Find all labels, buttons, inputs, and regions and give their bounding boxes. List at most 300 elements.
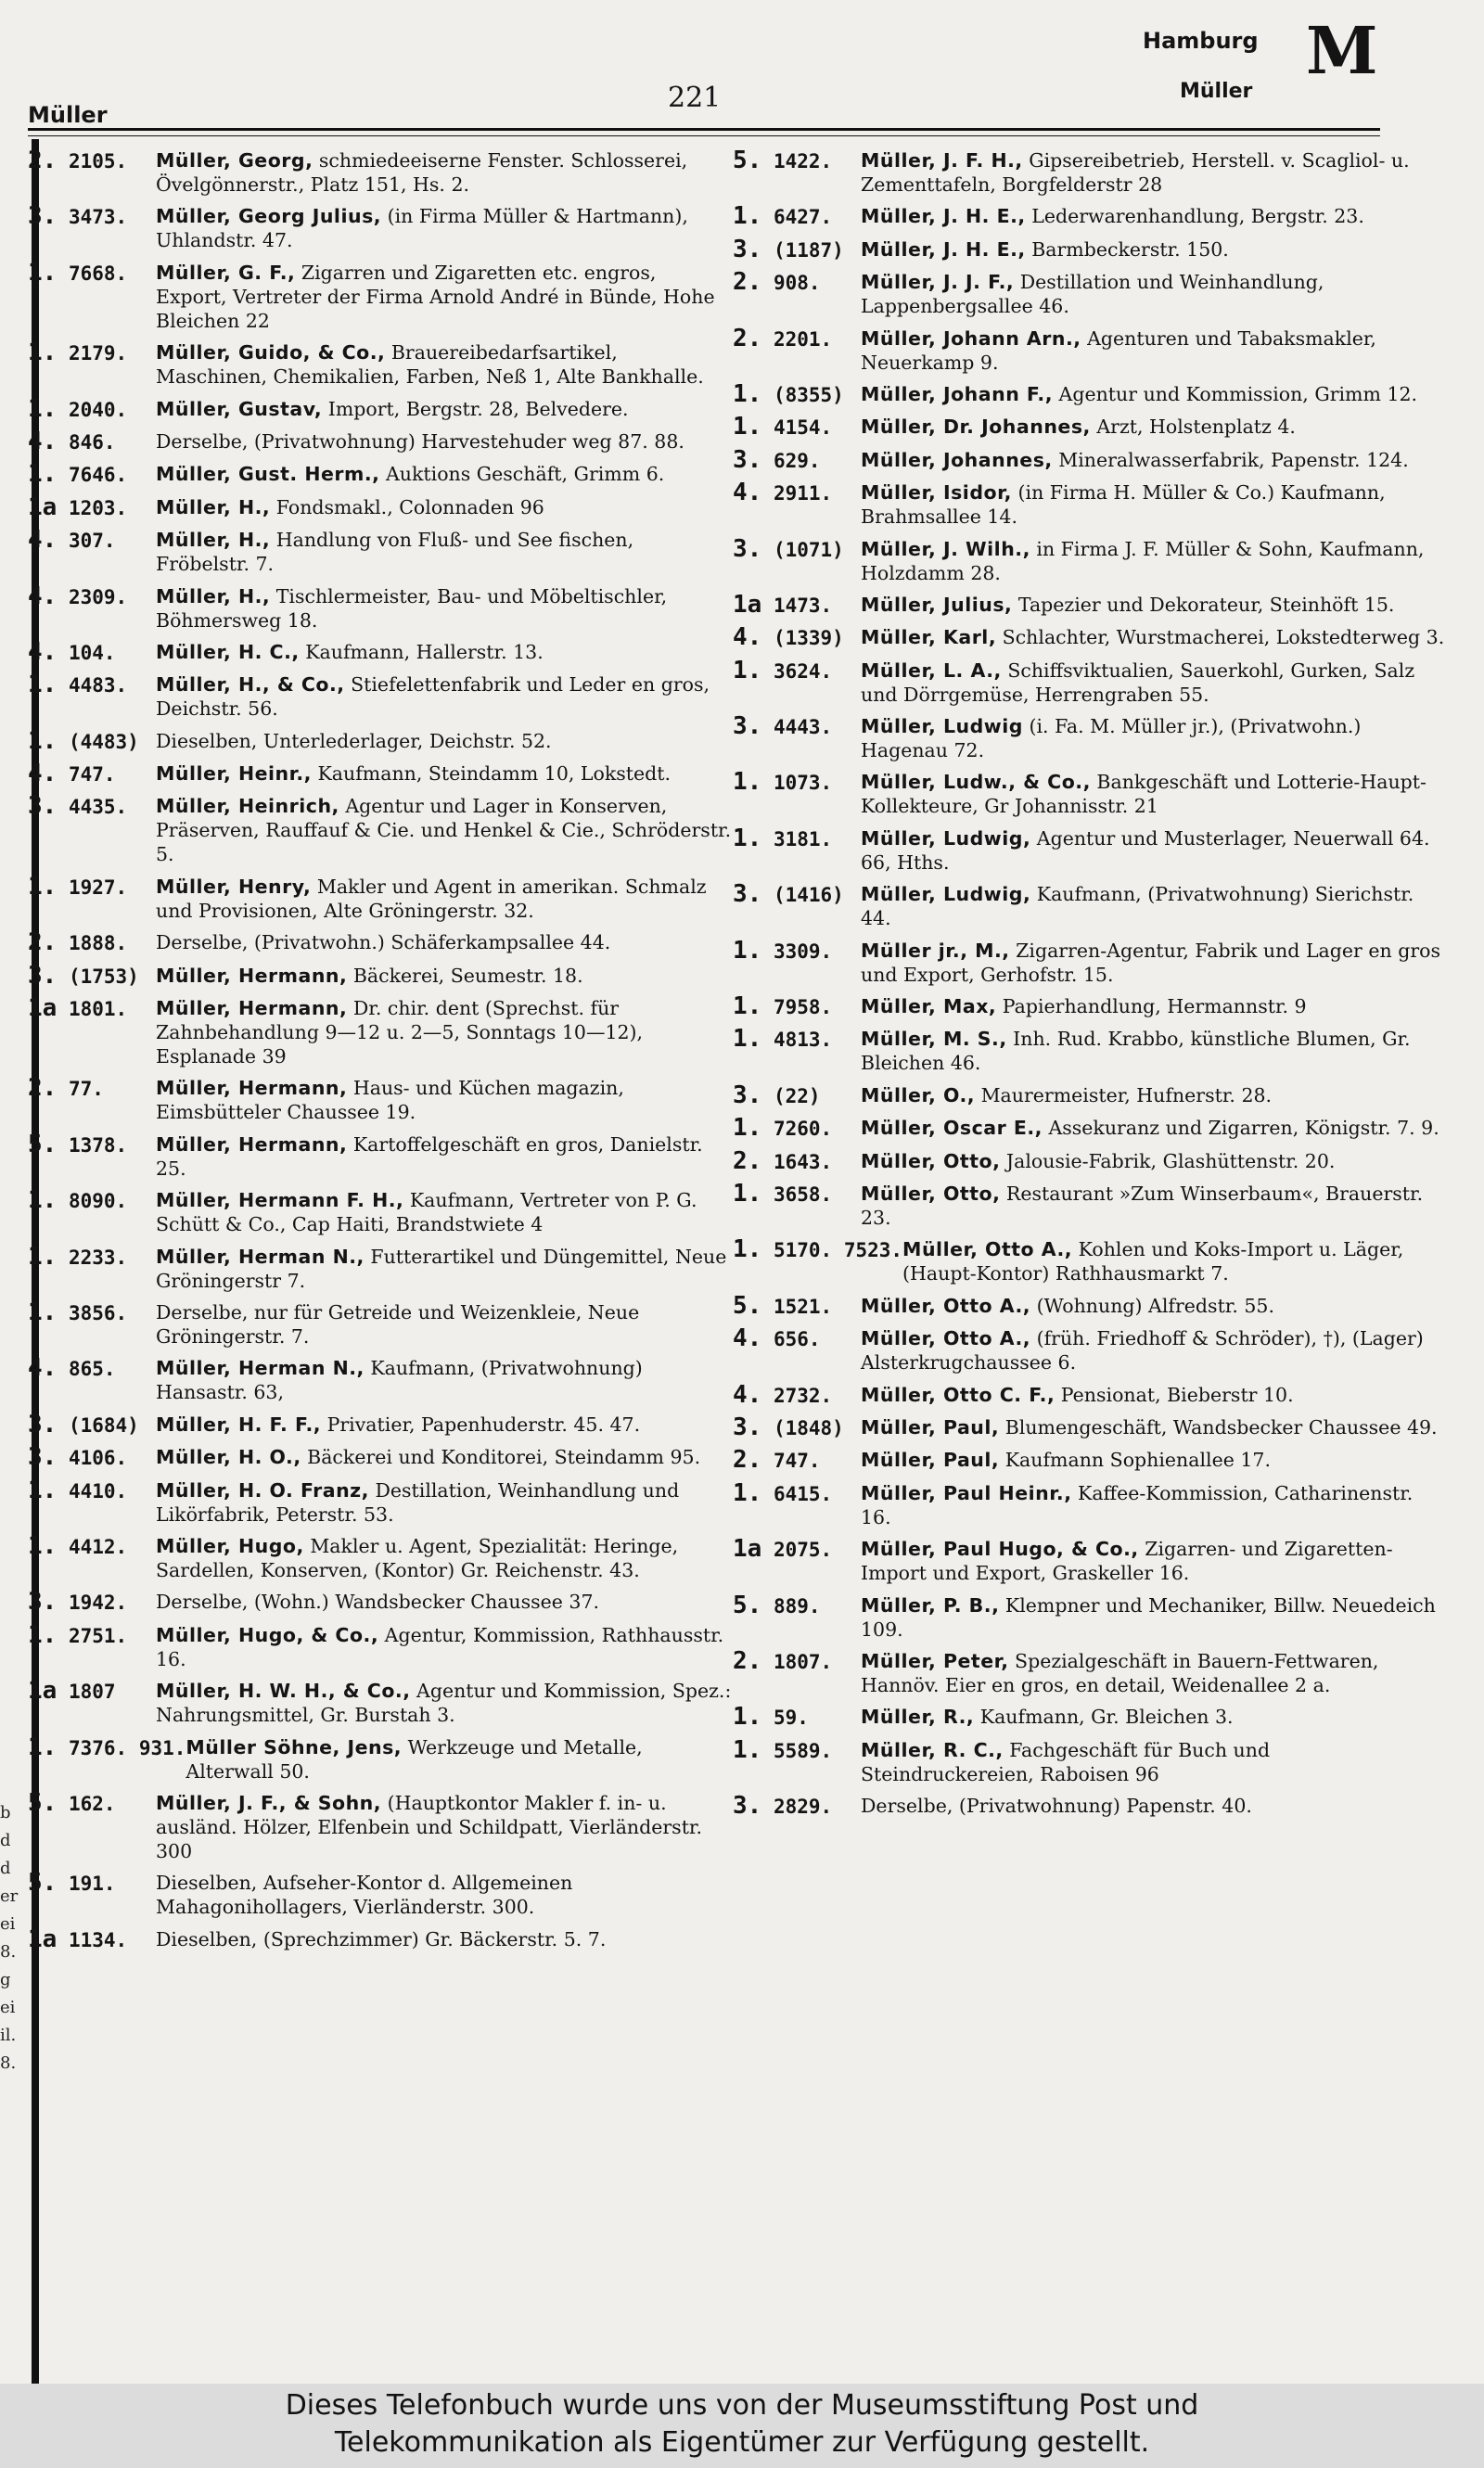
subscriber-details: Privatier, Papenhuderstr. 45. 47. xyxy=(326,1413,641,1436)
phone-number xyxy=(733,326,861,352)
phone-number xyxy=(733,590,861,619)
subscriber-details: (Hauptkontor Makler f. in- u. ausländ. Hölzer, Elfenbein und Schildpatt, Vierländerstr. 300 xyxy=(156,1791,702,1862)
phone-number xyxy=(28,1300,156,1325)
subscriber-number: 1643. xyxy=(773,1150,833,1173)
entry-text xyxy=(861,1537,1447,1585)
entry-text xyxy=(861,1649,1447,1697)
directory-entry xyxy=(28,1788,733,1863)
entry-text xyxy=(861,1738,1447,1786)
directory-entry xyxy=(733,714,1447,762)
exchange-code: 1. xyxy=(733,768,762,797)
subscriber-number: 747. xyxy=(773,1450,821,1473)
directory-entry xyxy=(733,1735,1447,1786)
exchange-code: 1. xyxy=(733,1025,762,1054)
header-letter: M xyxy=(1306,12,1378,89)
directory-entry xyxy=(733,1646,1447,1697)
exchange-code: 5. xyxy=(733,148,762,174)
phone-number xyxy=(28,1871,156,1896)
subscriber-name: Müller, Hermann, xyxy=(156,1077,348,1100)
phone-number xyxy=(28,672,156,697)
exchange-code: 4. xyxy=(28,637,58,666)
directory-entry xyxy=(733,480,1447,529)
directory-entry xyxy=(28,1927,733,1952)
phone-number xyxy=(733,1380,861,1409)
directory-entry xyxy=(28,204,733,252)
exchange-code: 5. xyxy=(28,1788,58,1817)
directory-entry xyxy=(28,637,733,666)
phone-number xyxy=(733,1146,861,1175)
directory-entry xyxy=(28,148,733,197)
entry-text xyxy=(156,1076,733,1124)
subscriber-number: 846. xyxy=(68,430,116,454)
exchange-code: 1. xyxy=(28,671,58,699)
phone-number xyxy=(733,1478,861,1507)
subscriber-name: Müller, Gust. Herm., xyxy=(156,463,380,486)
entry-text xyxy=(156,1927,733,1951)
subscriber-number: 7260. xyxy=(773,1118,833,1141)
subscriber-name: Müller, Johann F., xyxy=(861,382,1054,405)
subscriber-details: Inh. Rud. Krabbo, künstliche Blumen, Gr. Bleichen 46. xyxy=(861,1028,1411,1075)
subscriber-name: Müller, Otto A., xyxy=(861,1294,1031,1317)
exchange-code: 3. xyxy=(28,202,58,231)
directory-entry xyxy=(733,379,1447,408)
exchange-code: 1. xyxy=(733,824,762,852)
directory-entry xyxy=(733,1478,1447,1529)
entry-text xyxy=(156,794,733,866)
entry-text xyxy=(861,1593,1447,1642)
exchange-code: 5. xyxy=(28,1130,58,1158)
subscriber-details: Bäckerei und Konditorei, Steindamm 95. xyxy=(307,1446,701,1469)
subscriber-details: Bäckerei, Seumestr. 18. xyxy=(352,964,583,987)
subscriber-details: Kaufmann, Gr. Bleichen 3. xyxy=(979,1706,1234,1729)
directory-entry xyxy=(733,1537,1447,1585)
phone-number xyxy=(733,415,861,440)
exchange-code: 1. xyxy=(733,1478,762,1507)
phone-number xyxy=(28,1132,156,1157)
subscriber-name: Müller, Hugo, & Co., xyxy=(156,1623,379,1646)
entry-text xyxy=(861,448,1447,472)
exchange-code: 2. xyxy=(28,928,58,957)
exchange-code: 1. xyxy=(28,872,58,901)
subscriber-details: Destillation und Weinhandlung, Lappenbergsallee 46. xyxy=(861,271,1324,318)
exchange-code: 3. xyxy=(28,1443,58,1472)
directory-entry xyxy=(733,1794,1447,1819)
subscriber-name: Müller, O., xyxy=(861,1083,976,1106)
phone-number xyxy=(28,492,156,521)
subscriber-name: Müller jr., M., xyxy=(861,939,1010,962)
exchange-code: 2. xyxy=(733,1146,762,1175)
subscriber-name: Müller, H., xyxy=(156,584,271,607)
subscriber-number: 2751. xyxy=(68,1624,128,1647)
subscriber-details: schmiedeeiserne Fenster. Schlosserei, Övelgönnerstr., Platz 151, Hs. 2. xyxy=(156,149,688,196)
entry-text xyxy=(156,996,733,1068)
phone-number xyxy=(733,1593,861,1618)
exchange-code: 2. xyxy=(733,1646,762,1675)
subscriber-details: Maurermeister, Hufnerstr. 28. xyxy=(980,1083,1273,1106)
subscriber-details: Pensionat, Bieberstr 10. xyxy=(1060,1383,1294,1406)
directory-entry xyxy=(28,1356,733,1404)
subscriber-number: 59. xyxy=(773,1707,809,1730)
subscriber-details: Tapezier und Dekorateur, Steinhöft 15. xyxy=(1017,593,1395,616)
entry-text xyxy=(861,204,1447,228)
exchange-code: 4. xyxy=(28,582,58,610)
subscriber-number: (1187) xyxy=(773,238,844,262)
subscriber-number: 2309. xyxy=(68,585,128,608)
phone-number xyxy=(733,148,861,173)
directory-entry xyxy=(28,429,733,454)
subscriber-number: (8355) xyxy=(773,383,844,406)
subscriber-name: Müller, Hermann, xyxy=(156,964,348,987)
phone-number xyxy=(733,625,861,650)
subscriber-number: 1422. xyxy=(773,150,833,173)
entry-text xyxy=(861,537,1447,585)
subscriber-details: Kohlen und Koks-Import u. Läger, (Haupt-Kontor) Rathhausmarkt 7. xyxy=(902,1238,1404,1285)
directory-entry xyxy=(733,204,1447,229)
phone-number xyxy=(733,480,861,505)
subscriber-details: Restaurant »Zum Winserbaum«, Brauerstr. 23. xyxy=(861,1182,1424,1229)
subscriber-details: Destillation, Weinhandlung und Likörfabrik, Peterstr. 53. xyxy=(156,1478,680,1526)
exchange-code: 4. xyxy=(28,1354,58,1383)
subscriber-name: Müller, H. C., xyxy=(156,640,300,663)
directory-entry xyxy=(733,270,1447,318)
subscriber-details: Kaufmann, Vertreter von P. G. Schütt & Co., Cap Haiti, Brandstwiete 4 xyxy=(156,1189,697,1236)
phone-number xyxy=(28,1188,156,1213)
subscriber-details: Derselbe, nur für Getreide und Weizenkleie, Neue Gröningerstr. 7. xyxy=(156,1300,640,1348)
exchange-code: 1. xyxy=(28,394,58,423)
subscriber-details: Makler u. Agent, Spezialität: Heringe, Sardellen, Konserven, (Kontor) Gr. Reichenstr. 43. xyxy=(156,1534,679,1581)
subscriber-number: 1473. xyxy=(773,594,833,617)
subscriber-number: 889. xyxy=(773,1594,821,1618)
subscriber-name: Müller, Herman N., xyxy=(156,1245,365,1268)
subscriber-name: Müller, Johann Arn., xyxy=(861,326,1081,350)
footer-line-1: Dieses Telefonbuch wurde uns von der Museumsstiftung Post und xyxy=(285,2389,1199,2422)
phone-number xyxy=(28,1788,156,1817)
exchange-code: 1. xyxy=(733,656,762,684)
directory-entry xyxy=(28,1735,733,1784)
subscriber-name: Müller, Ludwig, xyxy=(861,883,1031,906)
exchange-code: 4. xyxy=(733,1380,762,1409)
subscriber-number: 2732. xyxy=(773,1384,833,1407)
subscriber-number: 1888. xyxy=(68,932,128,955)
exchange-code: 3. xyxy=(733,1413,762,1441)
entry-text xyxy=(156,1871,733,1919)
phone-number xyxy=(28,794,156,819)
phone-number xyxy=(28,394,156,423)
subscriber-name: Müller, H. O., xyxy=(156,1446,301,1469)
directory-entry xyxy=(28,528,733,576)
subscriber-number: 6415. xyxy=(773,1482,833,1505)
subscriber-number: 104. xyxy=(68,641,116,664)
directory-entry xyxy=(28,1188,733,1236)
exchange-code: 3. xyxy=(28,1588,58,1617)
phone-number xyxy=(733,379,861,408)
subscriber-number: 1134. xyxy=(68,1928,128,1951)
subscriber-details: (Wohnung) Alfredstr. 55. xyxy=(1036,1294,1274,1317)
phone-number xyxy=(28,637,156,666)
directory-entry xyxy=(28,961,733,990)
phone-number xyxy=(28,462,156,487)
entry-text xyxy=(861,770,1447,818)
directory-entry xyxy=(733,625,1447,650)
directory-entry xyxy=(28,394,733,423)
phone-number xyxy=(28,1478,156,1503)
entry-text xyxy=(861,148,1447,197)
subscriber-details: Kaufmann, (Privatwohnung) Sierichstr. 44. xyxy=(861,883,1414,930)
subscriber-number: 7646. xyxy=(68,464,128,487)
subscriber-details: Jalousie-Fabrik, Glashüttenstr. 20. xyxy=(1005,1149,1336,1172)
subscriber-number: (4483) xyxy=(68,730,139,753)
exchange-code: 1. xyxy=(28,1242,58,1271)
subscriber-name: Müller, J. J. F., xyxy=(861,271,1015,294)
subscriber-details: Schlachter, Wurstmacherei, Lokstedterweg 3. xyxy=(1002,626,1445,649)
entry-text xyxy=(861,1705,1447,1729)
phone-number xyxy=(733,1448,861,1473)
subscriber-details: Schiffsviktualien, Sauerkohl, Gurken, Salz und Dörrgemüse, Herrengraben 55. xyxy=(861,659,1415,706)
exchange-code: 2. xyxy=(733,268,762,297)
subscriber-number: 1807 xyxy=(68,1681,116,1704)
entry-text xyxy=(861,1448,1447,1472)
subscriber-details: Assekuranz und Zigarren, Königstr. 7. 9. xyxy=(1048,1117,1439,1140)
footer-line-2: Telekommunikation als Eigentümer zur Verfügung gestellt. xyxy=(334,2426,1150,2459)
entry-text xyxy=(156,1445,733,1469)
subscriber-details: Agentur und Kommission, Grimm 12. xyxy=(1058,382,1418,405)
directory-entry xyxy=(733,1380,1447,1409)
subscriber-details: Blumengeschäft, Wandsbecker Chaussee 49. xyxy=(1004,1415,1438,1439)
phone-number xyxy=(28,204,156,229)
phone-number xyxy=(28,996,156,1021)
exchange-code: 1a xyxy=(733,590,762,619)
subscriber-name: Müller, H., & Co., xyxy=(156,673,345,697)
directory-entry xyxy=(28,340,733,389)
subscriber-details: Arzt, Holstenplatz 4. xyxy=(1096,416,1296,439)
subscriber-name: Müller, R., xyxy=(861,1706,975,1729)
subscriber-details: Spezialgeschäft in Bauern-Fettwaren, Hannöv. Eier en gros, en detail, Weidenallee 2 a. xyxy=(861,1649,1379,1696)
entry-text xyxy=(861,939,1447,987)
exchange-code: 3. xyxy=(28,961,58,990)
exchange-code: 1. xyxy=(28,1531,58,1560)
subscriber-name: Müller, J. F. H., xyxy=(861,149,1023,172)
exchange-code: 1a xyxy=(733,1535,762,1564)
subscriber-details: Papierhandlung, Hermannstr. 9 xyxy=(1002,995,1307,1018)
subscriber-number: 1801. xyxy=(68,998,128,1021)
subscriber-number: 2040. xyxy=(68,398,128,421)
phone-number xyxy=(733,1794,861,1819)
entry-text xyxy=(861,1116,1447,1140)
directory-entry xyxy=(28,462,733,487)
subscriber-name: Müller, Max, xyxy=(861,995,997,1018)
entry-text xyxy=(861,1383,1447,1407)
subscriber-details: Agentur und Lager in Konserven, Präserven, Rauffauf & Cie. und Henkel & Cie., Schröderstr. 5. xyxy=(156,795,732,866)
phone-number xyxy=(28,1590,156,1615)
subscriber-name: Müller, J. H. E., xyxy=(861,205,1026,228)
subscriber-name: Müller, Ludwig xyxy=(861,715,1023,738)
directory-entry xyxy=(733,936,1447,987)
directory-entry xyxy=(28,1871,733,1919)
subscriber-number: (1071) xyxy=(773,538,844,561)
subscriber-number: 3856. xyxy=(68,1301,128,1324)
exchange-code: 4. xyxy=(28,526,58,555)
directory-entry xyxy=(733,770,1447,818)
phone-number xyxy=(733,1646,861,1675)
header-rule-thin xyxy=(28,135,1380,136)
subscriber-details: Derselbe, (Privatwohnung) Harvestehuder weg 87. 88. xyxy=(156,429,684,453)
phone-number xyxy=(733,1116,861,1141)
directory-entry xyxy=(28,584,733,633)
entry-text xyxy=(861,1149,1447,1173)
directory-entry xyxy=(28,492,733,521)
exchange-code: 1. xyxy=(733,1703,762,1732)
exchange-code: 3. xyxy=(28,1410,58,1439)
subscriber-details: Lederwarenhandlung, Bergstr. 23. xyxy=(1031,205,1364,228)
subscriber-name: Müller, L. A., xyxy=(861,659,1002,682)
phone-number xyxy=(733,882,861,907)
bleed-through-letters: b d d er ei 8. g ei il. 8. xyxy=(0,1803,19,2073)
directory-entry xyxy=(28,1531,733,1582)
subscriber-details: Zigarren-Agentur, Fabrik und Lager en gros und Export, Gerhofstr. 15. xyxy=(861,939,1440,986)
subscriber-name: Müller, H., xyxy=(156,529,271,552)
subscriber-number: 4106. xyxy=(68,1447,128,1470)
exchange-code: 5. xyxy=(733,1291,762,1320)
subscriber-name: Müller, Otto A., xyxy=(861,1327,1031,1350)
subscriber-number: 1927. xyxy=(68,876,128,899)
phone-number xyxy=(28,429,156,454)
subscriber-number: (1848) xyxy=(773,1416,844,1439)
directory-entry xyxy=(28,1590,733,1615)
entry-text xyxy=(156,429,733,454)
subscriber-name: Müller, Ludw., & Co., xyxy=(861,771,1091,794)
phone-number xyxy=(733,714,861,739)
phone-number xyxy=(733,270,861,295)
subscriber-name: Müller, J. H. E., xyxy=(861,237,1026,261)
entry-text xyxy=(156,672,733,721)
directory-entry xyxy=(28,258,733,333)
subscriber-number: 191. xyxy=(68,1873,116,1896)
phone-number xyxy=(28,148,156,173)
subscriber-number: 1378. xyxy=(68,1133,128,1157)
entry-text xyxy=(861,659,1447,707)
entry-text xyxy=(156,261,733,333)
phone-number xyxy=(733,1537,861,1562)
subscriber-details: Agenturen und Tabaksmakler, Neuerkamp 9. xyxy=(861,326,1376,374)
phone-number xyxy=(733,994,861,1019)
subscriber-number: 4435. xyxy=(68,796,128,819)
entry-text xyxy=(861,1294,1447,1318)
subscriber-name: Müller, Hugo, xyxy=(156,1534,304,1557)
phone-number xyxy=(28,1679,156,1704)
exchange-code: 1a xyxy=(28,1925,58,1953)
subscriber-name: Müller, Hermann, xyxy=(156,997,348,1020)
subscriber-number: 7376. 931. xyxy=(68,1736,186,1759)
exchange-code: 1. xyxy=(28,1298,58,1326)
directory-entry xyxy=(28,1679,733,1727)
subscriber-details: Brauereibedarfsartikel, Maschinen, Chemikalien, Farben, Neß 1, Alte Bankhalle. xyxy=(156,341,704,389)
phone-number xyxy=(733,656,861,684)
phone-number xyxy=(733,445,861,474)
subscriber-name: Müller, H. W. H., & Co., xyxy=(156,1680,411,1703)
header-city: Hamburg xyxy=(1143,28,1259,54)
subscriber-name: Müller, G. F., xyxy=(156,261,296,284)
subscriber-number: 4412. xyxy=(68,1535,128,1558)
entry-text xyxy=(861,1182,1447,1230)
subscriber-details: Derselbe, (Privatwohn.) Schäferkampsallee 44. xyxy=(156,931,611,954)
subscriber-number: 1203. xyxy=(68,496,128,519)
subscriber-name: Müller, Paul, xyxy=(861,1449,1000,1472)
phone-number xyxy=(28,1076,156,1101)
exchange-code: 3. xyxy=(733,712,762,741)
directory-entry xyxy=(733,534,1447,585)
subscriber-name: Müller, Julius, xyxy=(861,593,1013,616)
entry-text xyxy=(156,495,733,519)
left-column xyxy=(28,148,733,2374)
phone-number xyxy=(733,534,861,563)
subscriber-details: Gipsereibetrieb, Herstell. v. Scagliol- u. Zementtafeln, Borgfelderstr 28 xyxy=(861,149,1410,196)
subscriber-name: Müller, Ludwig, xyxy=(861,826,1031,850)
subscriber-number: 3309. xyxy=(773,940,833,963)
subscriber-name: Müller, Otto, xyxy=(861,1182,1001,1205)
subscriber-name: Müller, Georg Julius, xyxy=(156,205,382,228)
subscriber-name: Müller, Guido, & Co., xyxy=(156,341,386,364)
entry-text xyxy=(156,340,733,389)
subscriber-number: (1416) xyxy=(773,884,844,907)
subscriber-details: Dieselben, Aufseher-Kontor d. Allgemeinen Mahagonihollagers, Vierländerstr. 300. xyxy=(156,1872,573,1919)
phone-number xyxy=(28,528,156,553)
entry-text xyxy=(156,462,733,486)
subscriber-details: Kaufmann Sophienallee 17. xyxy=(1004,1449,1271,1472)
subscriber-details: Zigarren- und Zigaretten-Import und Export, Graskeller 16. xyxy=(861,1538,1393,1585)
phone-number xyxy=(28,961,156,990)
phone-number xyxy=(28,1927,156,1952)
directory-entry xyxy=(733,656,1447,707)
exchange-code: 4. xyxy=(28,760,58,788)
directory-entry xyxy=(28,1620,733,1671)
subscriber-name: Müller Söhne, Jens, xyxy=(186,1735,403,1758)
subscriber-details: Stiefelettenfabrik und Leder en gros, Deichstr. 56. xyxy=(156,673,710,721)
subscriber-number: 747. xyxy=(68,763,116,786)
subscriber-name: Müller, Peter, xyxy=(861,1649,1009,1672)
entry-text xyxy=(156,1478,733,1527)
subscriber-number: 4410. xyxy=(68,1479,128,1503)
directory-entry xyxy=(28,1132,733,1181)
subscriber-number: 2075. xyxy=(773,1539,833,1562)
entry-text xyxy=(861,1415,1447,1439)
exchange-code: 5. xyxy=(28,1869,58,1898)
phone-number xyxy=(733,1735,861,1764)
entry-text xyxy=(861,625,1447,649)
exchange-code: 2. xyxy=(733,1446,762,1475)
entry-text xyxy=(156,930,733,954)
subscriber-name: Müller, Paul Heinr., xyxy=(861,1481,1072,1504)
exchange-code: 1. xyxy=(28,1733,58,1761)
entry-text xyxy=(156,964,733,988)
subscriber-name: Müller, Heinrich, xyxy=(156,795,339,818)
entry-text xyxy=(186,1735,733,1784)
phone-number xyxy=(28,1531,156,1560)
entry-text xyxy=(861,593,1447,617)
exchange-code: 4. xyxy=(733,479,762,507)
phone-number xyxy=(28,258,156,287)
subscriber-details: Fondsmakl., Colonnaden 96 xyxy=(275,495,544,518)
entry-text xyxy=(861,1083,1447,1107)
entry-text xyxy=(156,640,733,664)
exchange-code: 1a xyxy=(28,994,58,1023)
directory-entry xyxy=(733,1116,1447,1141)
subscriber-name: Müller, R. C., xyxy=(861,1738,1004,1761)
subscriber-details: Haus- und Küchen magazin, Eimsbütteler Chaussee 19. xyxy=(156,1077,624,1124)
entry-text xyxy=(156,1300,733,1349)
directory-entry xyxy=(733,1415,1447,1440)
phone-number xyxy=(733,826,861,851)
subscriber-details: Futterartikel und Düngemittel, Neue Gröningerstr 7. xyxy=(156,1245,727,1292)
